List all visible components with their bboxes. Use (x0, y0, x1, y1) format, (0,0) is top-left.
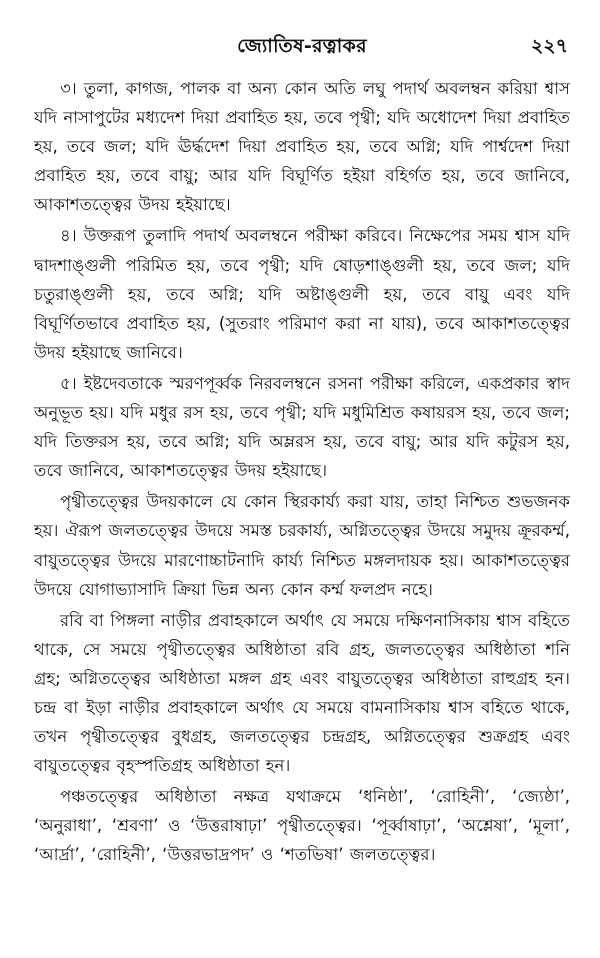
running-header (34, 18, 570, 66)
body-text (34, 74, 570, 870)
page-number: ২২৭ (530, 35, 568, 57)
paragraph-3: ৩। তুলা, কাগজ, পালক বা অন্য কোন অতি লঘু পদার্থ অবলম্বন করিয়া শ্বাস যদি নাসাপুটের মধ্যদেশ দিয়া প্রবাহিত হয়, তবে পৃথ্বী; যদি অধোদেশ দিয়া প্রবাহিত হয়, তবে জল; যদি ঊর্দ্ধদেশ দিয়া প্রবাহিত হয়, তবে অগ্নি; যদি পার্শ্বদেশ দিয়া প্রবাহিত হয়, তবে বায়ু; আর যদি বিঘূর্ণিত হইয়া বহির্গত হয়, তবে জানিবে, আকাশতত্ত্বের উদয় হইয়াছে। (34, 79, 570, 215)
paragraph-4: ৪। উক্তরূপ তুলাদি পদার্থ অবলম্বনে পরীক্ষা করিবে। নিক্ষেপের সময় শ্বাস যদি দ্বাদশাঙ্গুলী পরিমিত হয়, তবে পৃথ্বী; যদি ষোড়শাঙ্গুলী হয়, তবে জল; যদি চতুরাঙ্গুলী হয়, তবে অগ্নি; যদি অষ্টাঙ্গুলী হয়, তবে বায়ু এবং যদি বিঘূর্ণিতভাবে প্রবাহিত হয়, (সুতরাং পরিমাণ করা না যায়), তবে আকাশতত্ত্বের উদয় হইয়াছে জানিবে। (34, 226, 570, 362)
paragraph-planet-rulers: রবি বা পিঙ্গলা নাড়ীর প্রবাহকালে অর্থাৎ যে সময়ে দক্ষিণনাসিকায় শ্বাস বহিতে থাকে, সে সময়ে পৃথ্বীতত্ত্বের অধিষ্ঠাতা রবি গ্রহ, জলতত্ত্বের অধিষ্ঠাতা শনি গ্রহ; অগ্নিতত্ত্বের অধিষ্ঠাতা মঙ্গল গ্রহ এবং বায়ুতত্ত্বের অধিষ্ঠাতা রাহুগ্রহ হন। চন্দ্র বা ইড়া নাড়ীর প্রবাহকালে অর্থাৎ যে সময়ে বামনাসিকায় শ্বাস বহিতে থাকে, তখন পৃথ্বীতত্ত্বের বুধগ্রহ, জলতত্ত্বের চন্দ্রগ্রহ, অগ্নিতত্ত্বের শুক্রগ্রহ এবং বায়ুতত্ত্বের বৃহস্পতিগ্রহ অধিষ্ঠাতা হন। (34, 610, 570, 776)
paragraph-nakshatra-rulers: পঞ্চতত্ত্বের অধিষ্ঠাতা নক্ষত্র যথাক্রমে ‘ধনিষ্ঠা’, ‘রোহিনী’, ‘জ্যেষ্ঠা’, ‘অনুরাধা’, ‘শ্রবণা’ ও ‘উত্তরাষাঢ়া’ পৃথ্বীতত্ত্বের। ‘পূর্ব্বাষাঢ়া’, ‘অশ্লেষা’, ‘মূলা’, ‘আর্দ্রা’, ‘রোহিনী’, ‘উত্তরভাদ্রপদ’ ও ‘শতভিষা’ জলতত্ত্বের। (34, 787, 570, 865)
paragraph-tattva-effects: পৃথ্বীতত্ত্বের উদয়কালে যে কোন স্থিরকার্য্য করা যায়, তাহা নিশ্চিত শুভজনক হয়। ঐরূপ জলতত্ত্বের উদয়ে সমস্ত চরকার্য্য, অগ্নিতত্ত্বের উদয়ে সমুদয় ক্রূরকর্ম্ম, বায়ুতত্ত্বের উদয়ে মারণোচ্চাটনাদি কার্য্য নিশ্চিত মঙ্গলদায়ক হয়। আকাশতত্ত্বের উদয়ে যোগাভ্যাসাদি ক্রিয়া ভিন্ন অন্য কোন কর্ম্ম ফলপ্রদ নহে। (34, 492, 570, 599)
book-title: জ্যোতিষ-রত্নাকর (237, 35, 367, 57)
paragraph-5: ৫। ইষ্টদেবতাকে স্মরণপূর্ব্বক নিরবলম্বনে রসনা পরীক্ষা করিলে, একপ্রকার স্বাদ অনুভূত হয়। যদি মধুর রস হয়, তবে পৃথ্বী; যদি মধুমিশ্রিত কষায়রস হয়, তবে জল; যদি তিক্তরস হয়, তবে অগ্নি; যদি অম্লরস হয়, তবে বায়ু; আর যদি কটুরস হয়, তবে জানিবে, আকাশতত্ত্বের উদয় হইয়াছে। (34, 373, 570, 481)
